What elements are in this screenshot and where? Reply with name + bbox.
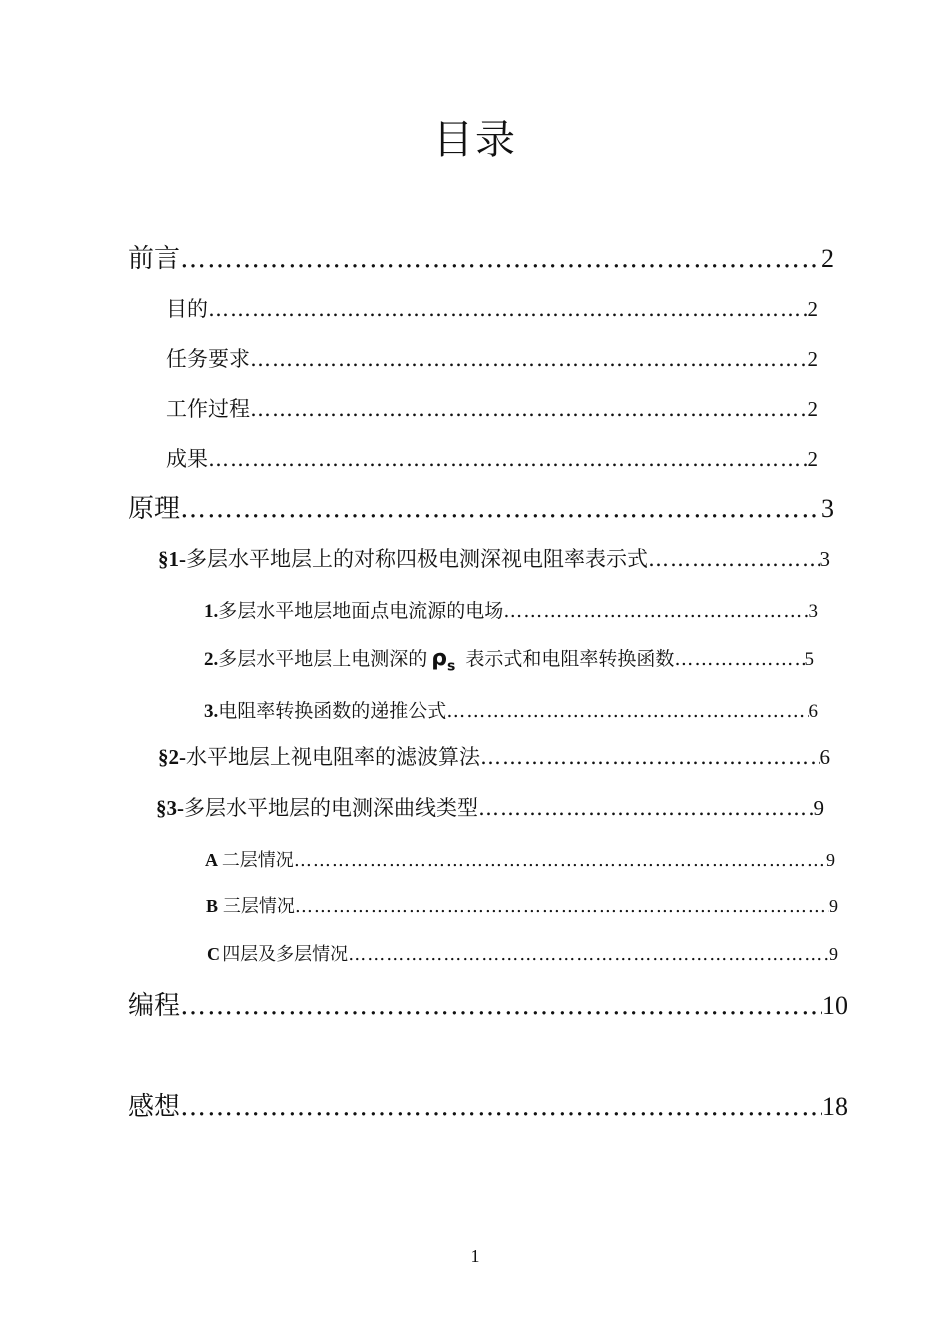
toc-label: 多层水平地层的电测深曲线类型 [184,796,478,820]
toc-page-number: 3 [821,494,834,523]
toc-page-number: 18 [822,1092,848,1121]
toc-leader-dots [503,600,808,622]
toc-entry-s3-a[interactable] [205,846,835,872]
toc-entry-mudi[interactable] [166,293,818,323]
toc-page-number: 2 [807,297,818,321]
toc-entry-s1-2[interactable] [204,644,814,674]
toc-leader-dots [180,494,821,524]
toc-section-prefix: §1- [158,547,186,571]
page-title: 目录 [433,117,517,163]
toc-leader-dots [208,297,808,321]
toc-leader-dots [478,796,814,820]
toc-leader-dots [648,547,820,571]
toc-page-number: 3 [819,547,830,571]
toc-leader-dots [208,447,808,471]
toc-entry-s1[interactable] [158,543,830,573]
toc-entry-s1-3[interactable] [204,696,818,723]
toc-item-letter: A [205,850,218,870]
toc-page-number: 6 [808,701,818,722]
toc-leader-dots [674,648,804,670]
toc-entry-ganxiang[interactable] [128,1086,848,1123]
toc-page-number: 2 [807,347,818,371]
toc-leader-dots [250,347,808,371]
toc-entry-s3-b[interactable] [206,892,838,918]
toc-label: 电阻率转换函数的递推公式 [218,700,447,722]
toc-page-number: 9 [829,944,838,964]
toc-label: 多层水平地层上电测深的 [218,648,428,670]
toc-entry-s3-c[interactable] [207,940,838,966]
toc-page-number: 9 [829,896,838,916]
toc-entry-s2[interactable] [158,741,830,771]
toc-entry-s3[interactable] [156,792,824,822]
toc-section-prefix: §2- [158,745,186,769]
footer-page-number: 1 [470,1246,480,1266]
toc-label: 前言 [128,244,181,274]
toc-label: 多层水平地层上的对称四极电测深视电阻率表示式 [186,547,648,571]
toc-label: 感想 [128,1092,181,1122]
toc-leader-dots [180,991,822,1021]
toc-label: 三层情况 [222,896,295,917]
toc-leader-dots [446,700,808,722]
toc-page-number: 10 [822,991,848,1020]
toc-leader-dots [250,397,808,421]
toc-leader-dots [480,745,820,769]
toc-entry-s1-1[interactable] [204,596,818,623]
toc-entry-renwu[interactable] [166,343,818,373]
toc-entry-chengguo[interactable] [166,443,818,473]
toc-entry-qianyan[interactable] [128,238,834,275]
toc-page-number: 9 [813,796,824,820]
toc-section-prefix: §3- [156,796,184,820]
toc-label: 原理 [128,494,181,524]
toc-page-number: 2 [807,447,818,471]
toc-page-number: 2 [821,244,834,273]
toc-entry-yuanli[interactable] [128,488,834,525]
toc-entry-biancheng[interactable] [128,985,848,1022]
toc-label: 成果 [166,447,208,471]
toc-leader-dots [348,944,829,965]
toc-item-letter: C [207,944,220,964]
toc-page-number: 2 [807,397,818,421]
toc-section-prefix: 3. [204,701,219,722]
toc-leader-dots [294,850,826,871]
toc-label-continued: 表示式和电阻率转换函数 [465,648,675,670]
toc-entry-gongzuo[interactable] [166,393,818,423]
toc-leader-dots [180,1092,822,1122]
toc-section-prefix: 1. [204,601,219,622]
toc-leader-dots [180,244,821,274]
toc-page-number: 9 [826,850,835,870]
toc-section-prefix: 2. [204,649,219,670]
toc-label: 四层及多层情况 [222,944,349,965]
toc-page-number: 3 [808,601,818,622]
toc-label: 目的 [166,297,208,321]
toc-page-number: 5 [804,649,814,670]
toc-label: 工作过程 [166,397,250,421]
toc-item-letter: B [206,896,219,916]
rho-s-symbol: $\rho_s$ [431,646,456,675]
toc-label: 任务要求 [166,347,250,371]
toc-leader-dots [295,896,829,917]
toc-label: 编程 [128,991,181,1021]
toc-page-number: 6 [819,745,830,769]
toc-label: 多层水平地层地面点电流源的电场 [218,600,504,622]
toc-label: 水平地层上视电阻率的滤波算法 [186,745,480,769]
toc-label: 二层情况 [221,850,294,871]
